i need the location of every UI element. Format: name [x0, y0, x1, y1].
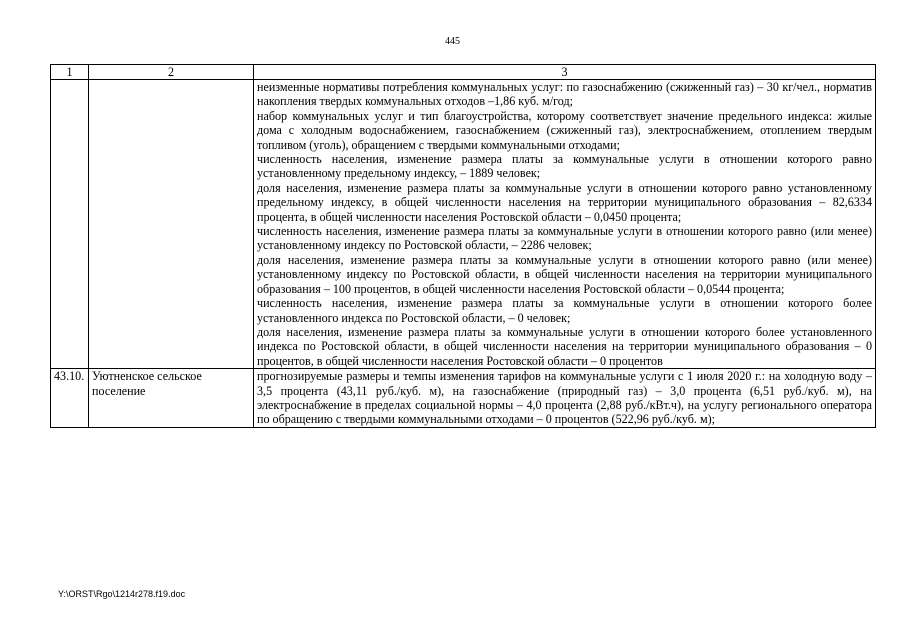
description-cell [254, 369, 876, 428]
description-paragraph: прогнозируемые размеры и темпы изменения тарифов на коммунальные услуги с 1 июля 2020 г.: на холодную воду – 3,5 процента (43,11 руб./куб. м), на газоснабжение (природный газ) – 3,0 процента (6,51 руб./куб. м), на электроснабжение в пределах социальной нормы – 4,0 процента (2,88 руб./кВт.ч), на услугу регионального оператора по обращению с твердыми коммунальными отходами – 0 процентов (522,96 руб./куб. м); [257, 369, 872, 427]
row-number-cell [51, 80, 89, 369]
description-cell [254, 80, 876, 369]
table-header-row [51, 65, 876, 80]
footer-file-path: Y:\ORST\Rgo\1214r278.f19.doc [58, 589, 186, 599]
description-paragraph: набор коммунальных услуг и тип благоустройства, которому соответствует значение предельного индекса: жилые дома с холодным водоснабжением, газоснабжением (сжиженный газ), электроснабжением, отоплением твердым топливом (уголь), обращением с твердыми коммунальными отходами; [257, 108, 872, 152]
description-paragraph: доля населения, изменение размера платы за коммунальные услуги в отношении которого более установленного индекса по Ростовской области, в общей численности населения на территории муниципального образования – 0 процентов, в общей численности населения Ростовской области – 0 процентов [257, 324, 872, 368]
column-header-1: 1 [51, 65, 89, 80]
settlement-name-cell: Уютненское сельское поселение [89, 369, 254, 428]
page-number: 445 [445, 36, 460, 47]
description-paragraph: доля населения, изменение размера платы за коммунальные услуги в отношении которого равно (или менее) установленному индексу по Ростовской области, в общей численности населения на территории муниципального образования – 100 процентов, в общей численности населения Ростовской области – 0,0544 процента; [257, 252, 872, 296]
column-header-3: 3 [254, 65, 876, 80]
table-row [51, 80, 876, 369]
table-row [51, 369, 876, 428]
settlement-name-cell [89, 80, 254, 369]
column-header-2: 2 [89, 65, 254, 80]
row-number-cell: 43.10. [51, 369, 89, 428]
description-paragraph: численность населения, изменение размера платы за коммунальные услуги в отношении которого более установленного индекса по Ростовской области, – 0 человек; [257, 296, 872, 325]
description-paragraph: численность населения, изменение размера платы за коммунальные услуги в отношении которого равно установленному предельному индексу, – 1889 человек; [257, 152, 872, 181]
description-paragraph: доля населения, изменение размера платы за коммунальные услуги в отношении которого равно установленному предельному индексу, в общей численности населения на территории муниципального образования – 82,6334 процента, в общей численности населения Ростовской области – 0,0450 процента; [257, 180, 872, 224]
description-paragraph: неизменные нормативы потребления коммунальных услуг: по газоснабжению (сжиженный газ) – 30 кг/чел., норматив накопления твердых коммунальных отходов –1,86 куб. м/год; [257, 80, 872, 109]
description-paragraph: численность населения, изменение размера платы за коммунальные услуги в отношении которого равно (или менее) установленному индексу по Ростовской области, – 2286 человек; [257, 224, 872, 253]
document-table [50, 64, 876, 428]
